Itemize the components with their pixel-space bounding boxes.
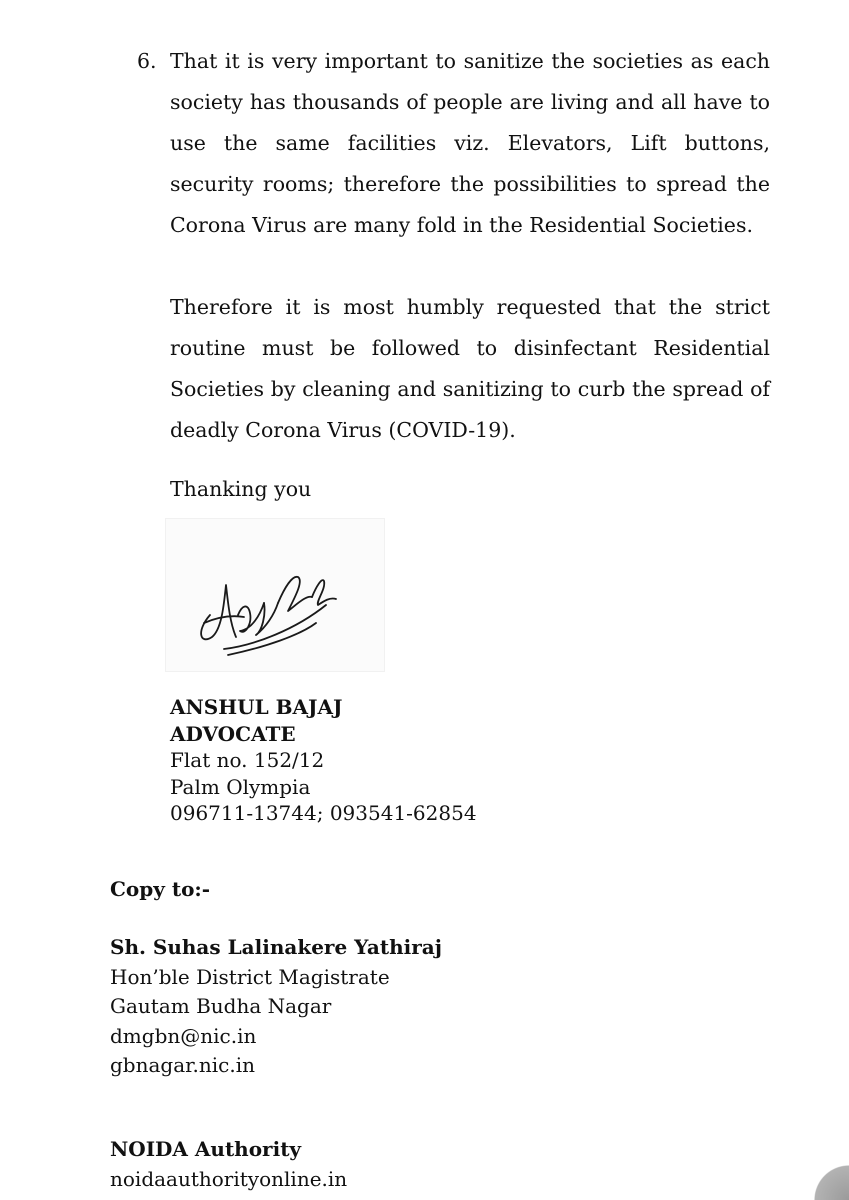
item-number: 6.	[137, 49, 157, 73]
sender-title: ADVOCATE	[170, 721, 296, 746]
recipient-designation: Hon’ble District Magistrate	[110, 964, 390, 989]
recipient-block	[110, 933, 442, 1081]
sender-block	[170, 694, 477, 827]
sender-address-line2: Palm Olympia	[170, 774, 311, 799]
sender-phones: 096711-13744; 093541-62854	[170, 801, 477, 825]
sender-name: ANSHUL BAJAJ	[170, 695, 343, 719]
signature-icon	[165, 518, 385, 672]
sender-address-line1: Flat no. 152/12	[170, 748, 325, 772]
page-curl-icon	[813, 1164, 849, 1200]
authority-website: noidaauthorityonline.in	[110, 1166, 348, 1191]
request-paragraph: Therefore it is most humbly requested that the strict routine must be followed to disinfectant Residential Societies by cleaning and sanitizing to curb the spread of deadly Corona Virus (COVID-19).	[170, 295, 770, 442]
recipient-name: Sh. Suhas Lalinakere Yathiraj	[110, 935, 442, 959]
copy-to-heading: Copy to:-	[110, 877, 211, 901]
closing-line: Thanking you	[170, 477, 312, 501]
recipient-website: gbnagar.nic.in	[110, 1053, 255, 1077]
item-paragraph: That it is very important to sanitize the societies as each society has thousands of people are living and all have to use the same facilities viz. Elevators, Lift buttons, security rooms; therefore the possibilities to spread the Corona Virus are many fold in the Residential Societies.	[170, 49, 770, 237]
authority-block	[110, 1135, 347, 1194]
recipient-location: Gautam Budha Nagar	[110, 994, 332, 1018]
authority-name: NOIDA Authority	[110, 1137, 302, 1161]
recipient-email: dmgbn@nic.in	[110, 1023, 257, 1048]
